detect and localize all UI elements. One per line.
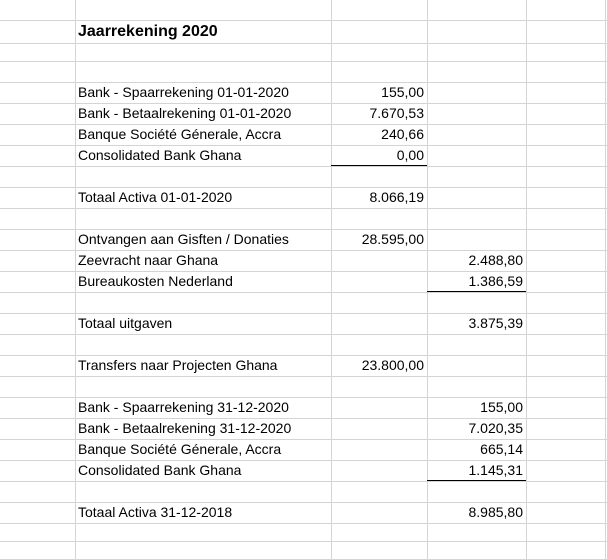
cell-amount[interactable]: 7.020,35 (468, 420, 523, 436)
cell-amount[interactable]: 3.875,39 (468, 315, 523, 331)
cell-bottom-border (331, 165, 427, 166)
row-gridline (0, 523, 607, 524)
cell-label[interactable]: Consolidated Bank Ghana (78, 462, 242, 478)
cell-amount[interactable]: 240,66 (381, 126, 424, 142)
row-gridline (0, 481, 607, 482)
cell-label[interactable]: Bank - Spaarrekening 31-12-2020 (78, 399, 289, 415)
sheet-title[interactable]: Jaarrekening 2020 (78, 23, 218, 40)
column-gridline (605, 0, 606, 559)
cell-label[interactable]: Totaal uitgaven (78, 315, 173, 331)
cell-label[interactable]: Consolidated Bank Ghana (78, 147, 242, 163)
cell-label[interactable]: Bank - Spaarrekening 01-01-2020 (78, 84, 289, 100)
cell-bottom-border (427, 480, 526, 481)
column-gridline (526, 0, 527, 559)
row-gridline (0, 43, 607, 44)
cell-bottom-border (427, 291, 526, 292)
cell-label[interactable]: Zeevracht naar Ghana (78, 252, 219, 268)
cell-amount[interactable]: 23.800,00 (361, 357, 424, 373)
row-gridline (0, 376, 607, 377)
row-gridline (0, 292, 607, 293)
cell-amount[interactable]: 1.386,59 (468, 273, 523, 289)
cell-label[interactable]: Banque Société Génerale, Accra (78, 441, 282, 457)
cell-label[interactable]: Transfers naar Projecten Ghana (78, 357, 278, 373)
cell-amount[interactable]: 0,00 (396, 147, 424, 163)
cell-amount[interactable]: 8.985,80 (468, 504, 523, 520)
cell-amount[interactable]: 665,14 (480, 441, 523, 457)
row-gridline (0, 541, 607, 542)
cell-label[interactable]: Banque Société Génerale, Accra (78, 126, 282, 142)
cell-amount[interactable]: 1.145,31 (468, 462, 523, 478)
cell-amount[interactable]: 155,00 (381, 84, 424, 100)
cell-amount[interactable]: 2.488,80 (468, 252, 523, 268)
cell-amount[interactable]: 7.670,53 (369, 105, 424, 121)
cell-label[interactable]: Bank - Betaalrekening 01-01-2020 (78, 105, 292, 121)
cell-amount[interactable]: 155,00 (480, 399, 523, 415)
row-gridline (0, 208, 607, 209)
cell-amount[interactable]: 8.066,19 (369, 189, 424, 205)
cell-label[interactable]: Ontvangen aan Gisften / Donaties (78, 231, 289, 247)
row-gridline (0, 334, 607, 335)
cell-label[interactable]: Bureaukosten Nederland (78, 273, 233, 289)
cell-label[interactable]: Totaal Activa 31-12-2018 (78, 504, 233, 520)
column-gridline (75, 0, 76, 559)
cell-amount[interactable]: 28.595,00 (361, 231, 424, 247)
row-gridline (0, 61, 607, 62)
cell-label[interactable]: Bank - Betaalrekening 31-12-2020 (78, 420, 292, 436)
row-gridline (0, 166, 607, 167)
cell-label[interactable]: Totaal Activa 01-01-2020 (78, 189, 233, 205)
